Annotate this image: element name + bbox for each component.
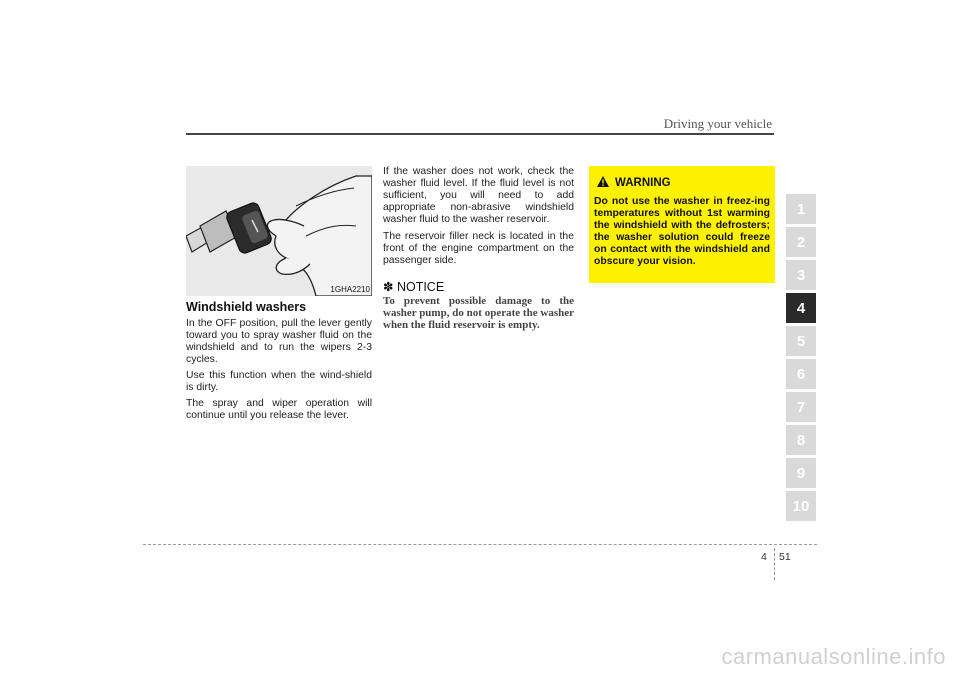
notice-text: To prevent possible damage to the washer pump, do not operate the washer when the fluid reservoir is empty.	[383, 295, 574, 331]
header-rule	[186, 133, 774, 135]
body-paragraph: The reservoir filler neck is located in the front of the engine compartment on the passenger side.	[383, 231, 574, 266]
footer-divider	[774, 548, 775, 580]
chapter-tab-5[interactable]: 5	[786, 326, 816, 356]
chapter-tab-2[interactable]: 2	[786, 227, 816, 257]
chapter-tab-1[interactable]: 1	[786, 194, 816, 224]
chapter-tab-8[interactable]: 8	[786, 425, 816, 455]
warning-box	[589, 166, 775, 283]
chapter-tab-3[interactable]: 3	[786, 260, 816, 290]
illustration-code: 1GHA2210	[330, 285, 370, 294]
chapter-tab-10[interactable]: 10	[786, 491, 816, 521]
body-paragraph: The spray and wiper operation will continue until you release the lever.	[186, 398, 372, 421]
section-header-title: Driving your vehicle	[663, 116, 772, 131]
chapter-tab-4[interactable]: 4	[786, 293, 816, 323]
chapter-tabs	[786, 194, 816, 524]
notice-title: ✽ NOTICE	[383, 280, 445, 294]
footer-rule	[143, 544, 817, 545]
body-paragraph: If the washer does not work, check the washer fluid level. If the fluid level is not sufficient, you will need to add appropriate non-abrasive windshield washer fluid to the washer reservoir.	[383, 166, 574, 225]
middle-column-body	[383, 166, 574, 272]
warning-heading	[597, 176, 671, 189]
left-column-body	[186, 318, 372, 426]
section-title: Windshield washers	[186, 300, 307, 314]
footer-page-number: 51	[779, 551, 791, 563]
watermark: carmanualsonline.info	[721, 644, 946, 669]
chapter-tab-6[interactable]: 6	[786, 359, 816, 389]
warning-text: Do not use the washer in freez-ing temperatures without 1st warming the windshield with the defrosters; the washer solution could freeze on contact with the windshield and obscure your vision.	[594, 196, 770, 267]
warning-title: WARNING	[615, 177, 671, 189]
body-paragraph: Use this function when the wind-shield is dirty.	[186, 370, 372, 393]
hand-pulling-lever-drawing	[186, 166, 372, 296]
wiper-lever-illustration	[186, 166, 372, 296]
body-paragraph: In the OFF position, pull the lever gently toward you to spray washer fluid on the windshield and to run the wipers 2-3 cycles.	[186, 318, 372, 365]
footer-chapter-number: 4	[761, 551, 767, 563]
chapter-tab-7[interactable]: 7	[786, 392, 816, 422]
warning-triangle-icon	[597, 176, 609, 187]
chapter-tab-9[interactable]: 9	[786, 458, 816, 488]
